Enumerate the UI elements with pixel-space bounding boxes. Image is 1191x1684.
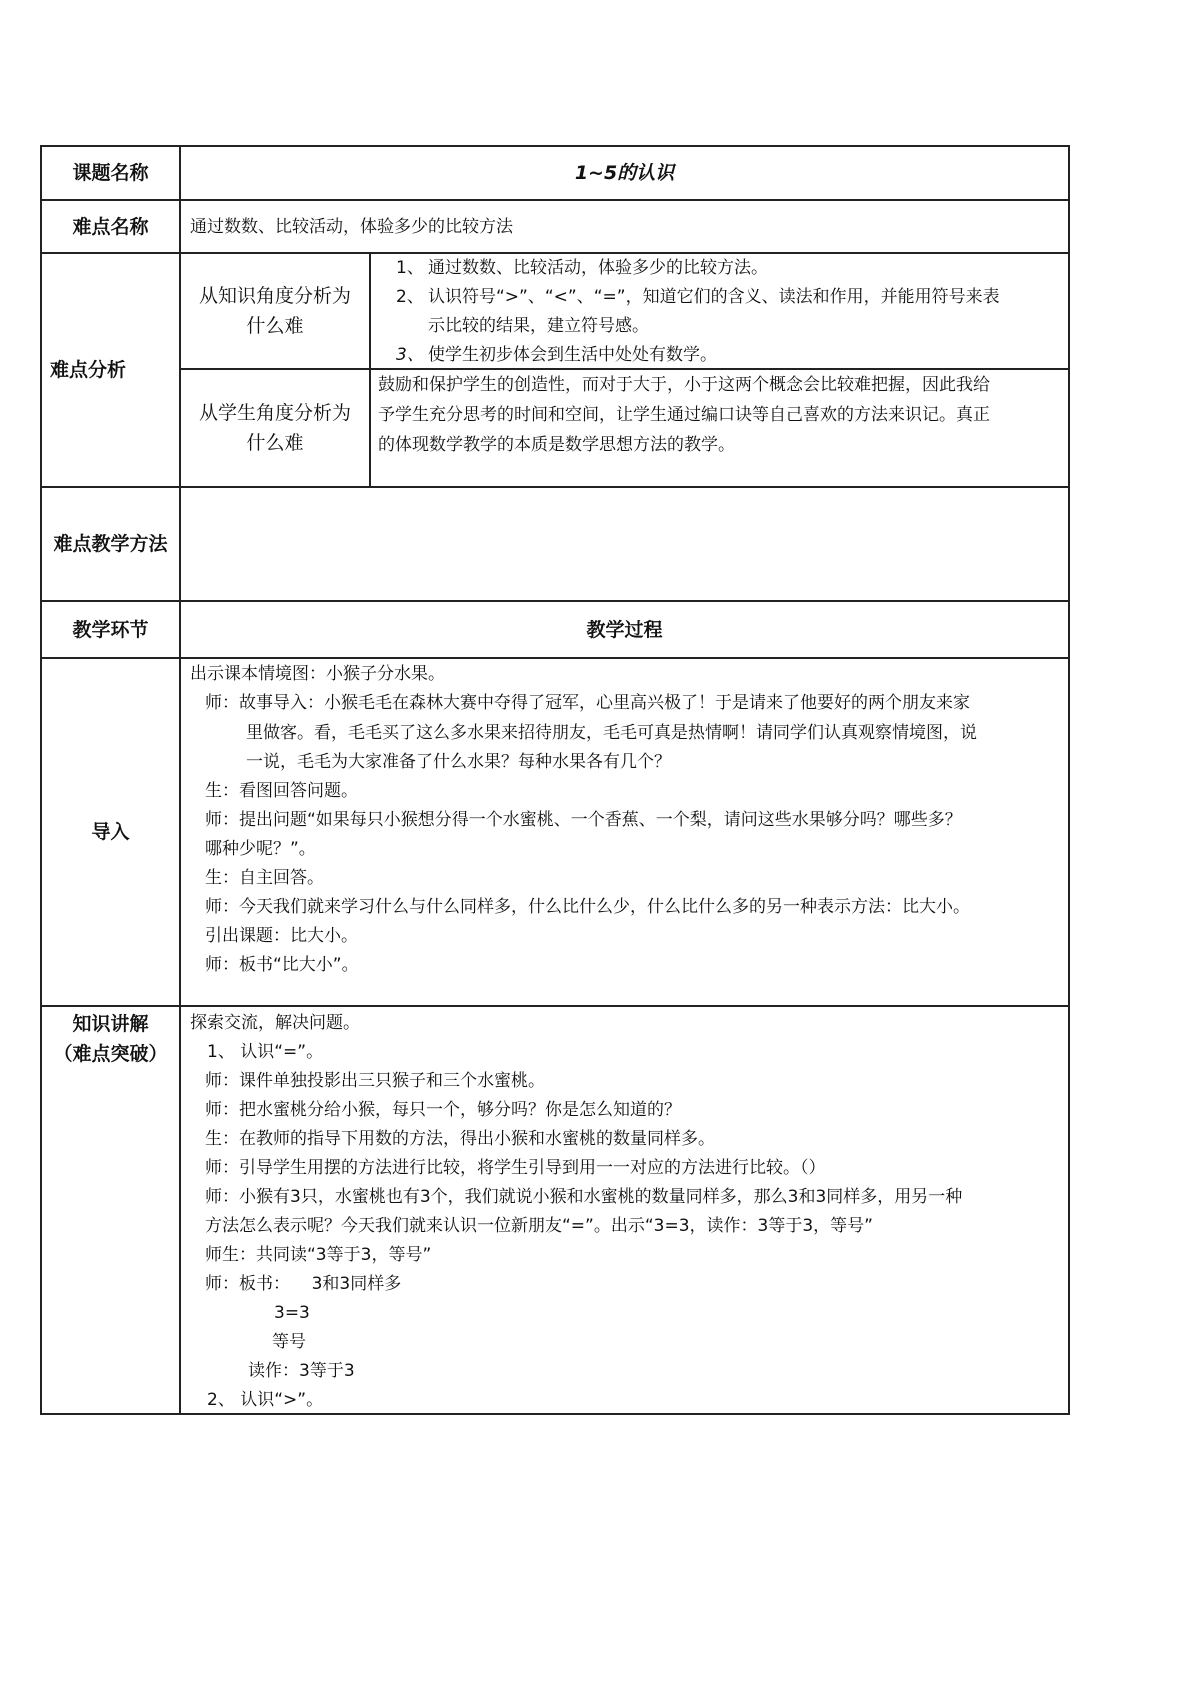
intro-line: 师：提出问题“如果每只小猴想分得一个水蜜桃、一个香蕉、一个梨，请问这些水果够分吗？哪些多？ <box>205 810 962 830</box>
student-analysis-line: 予学生充分思考的时间和空间，让学生通过编口诀等自己喜欢的方法来识记。真正 <box>378 405 990 425</box>
knowledge-line: 师：小猴有3只，水蜜桃也有3个，我们就说小猴和水蜜桃的数量同样多，那么3和3同样多，用另一种 <box>205 1187 963 1207</box>
knowledge-item-num: 3、 <box>396 345 424 365</box>
stage-header: 教学环节 <box>72 618 149 641</box>
intro-line: 生：自主回答。 <box>205 868 324 888</box>
knowledge-angle-line2: 什么难 <box>246 315 304 337</box>
intro-line: 生：看图回答问题。 <box>205 781 358 801</box>
analysis-label: 难点分析 <box>50 359 127 381</box>
column-divider <box>369 252 371 488</box>
knowledge-line: 师生：共同读“3等于3，等号” <box>205 1245 432 1265</box>
student-angle-line1: 从学生角度分析为 <box>198 402 351 424</box>
intro-line: 出示课本情境图：小猴子分水果。 <box>190 664 445 684</box>
knowledge-label <box>42 1008 179 1070</box>
difficulty-label: 难点名称 <box>72 215 149 238</box>
process-header: 教学过程 <box>586 618 663 641</box>
topic-value: 1~5的认识 <box>574 162 675 184</box>
table-border-right <box>1068 145 1070 1415</box>
knowledge-item-text: 示比较的结果，建立符号感。 <box>428 316 649 336</box>
knowledge-line: 探索交流，解决问题。 <box>190 1013 360 1033</box>
intro-line: 一说，毛毛为大家准备了什么水果？每种水果各有几个？ <box>246 752 671 772</box>
intro-line: 师：故事导入：小猴毛毛在森林大赛中夺得了冠军，心里高兴极了！于是请来了他要好的两个朋友来家 <box>205 693 970 713</box>
difficulty-value: 通过数数、比较活动，体验多少的比较方法 <box>190 217 513 237</box>
knowledge-angle-line1: 从知识角度分析为 <box>198 285 351 307</box>
intro-line: 师：板书“比大小”。 <box>205 955 359 975</box>
student-angle-line2: 什么难 <box>246 432 304 454</box>
knowledge-angle-label <box>181 254 369 368</box>
student-angle-label <box>181 370 369 486</box>
intro-line: 引出课题：比大小。 <box>205 926 358 946</box>
knowledge-item-text: 通过数数、比较活动，体验多少的比较方法。 <box>428 258 768 278</box>
knowledge-line: 师：把水蜜桃分给小猴，每只一个，够分吗？你是怎么知道的？ <box>205 1100 681 1120</box>
knowledge-item-text: 使学生初步体会到生活中处处有数学。 <box>428 345 717 365</box>
knowledge-item-text: 认识符号“>”、“<”、“=”，知道它们的含义、读法和作用，并能用符号来表 <box>428 287 1000 307</box>
intro-line: 哪种少呢？”。 <box>205 839 316 859</box>
knowledge-line: 等号 <box>272 1332 306 1352</box>
knowledge-line: 1、 认识“=”。 <box>207 1042 324 1062</box>
knowledge-item-num: 2、 <box>396 287 424 307</box>
knowledge-line: 读作：3等于3 <box>248 1361 355 1381</box>
topic-label: 课题名称 <box>72 162 149 184</box>
row-divider <box>40 1005 1070 1007</box>
student-analysis-line: 的体现数学教学的本质是数学思想方法的教学。 <box>378 435 735 455</box>
intro-label: 导入 <box>91 821 130 843</box>
method-label: 难点教学方法 <box>53 533 168 555</box>
student-analysis-line: 鼓励和保护学生的创造性，而对于大于，小于这两个概念会比较难把握，因此我给 <box>378 375 990 395</box>
knowledge-label-line1: 知识讲解 <box>72 1013 149 1035</box>
intro-line: 里做客。看，毛毛买了这么多水果来招待朋友，毛毛可真是热情啊！请同学们认真观察情境图，说 <box>246 723 977 743</box>
knowledge-line: 师：板书： 3和3同样多 <box>205 1274 402 1294</box>
table-border-bottom <box>40 1413 1070 1415</box>
knowledge-line: 方法怎么表示呢？今天我们就来认识一位新朋友“=”。出示“3=3，读作：3等于3，等号” <box>205 1216 873 1236</box>
intro-line: 师：今天我们就来学习什么与什么同样多，什么比什么少，什么比什么多的另一种表示方法：比大小。 <box>205 897 970 917</box>
row-divider <box>40 486 1070 488</box>
knowledge-label-line2: （难点突破） <box>53 1043 168 1065</box>
knowledge-line: 生：在教师的指导下用数的方法，得出小猴和水蜜桃的数量同样多。 <box>205 1129 715 1149</box>
knowledge-item-num: 1、 <box>396 258 424 278</box>
knowledge-line: 2、 认识“>”。 <box>207 1390 324 1410</box>
knowledge-line: 师：引导学生用摆的方法进行比较，将学生引导到用一一对应的方法进行比较。（） <box>205 1158 826 1178</box>
row-divider <box>40 199 1070 201</box>
knowledge-line: 3=3 <box>274 1303 310 1323</box>
knowledge-line: 师：课件单独投影出三只猴子和三个水蜜桃。 <box>205 1071 545 1091</box>
